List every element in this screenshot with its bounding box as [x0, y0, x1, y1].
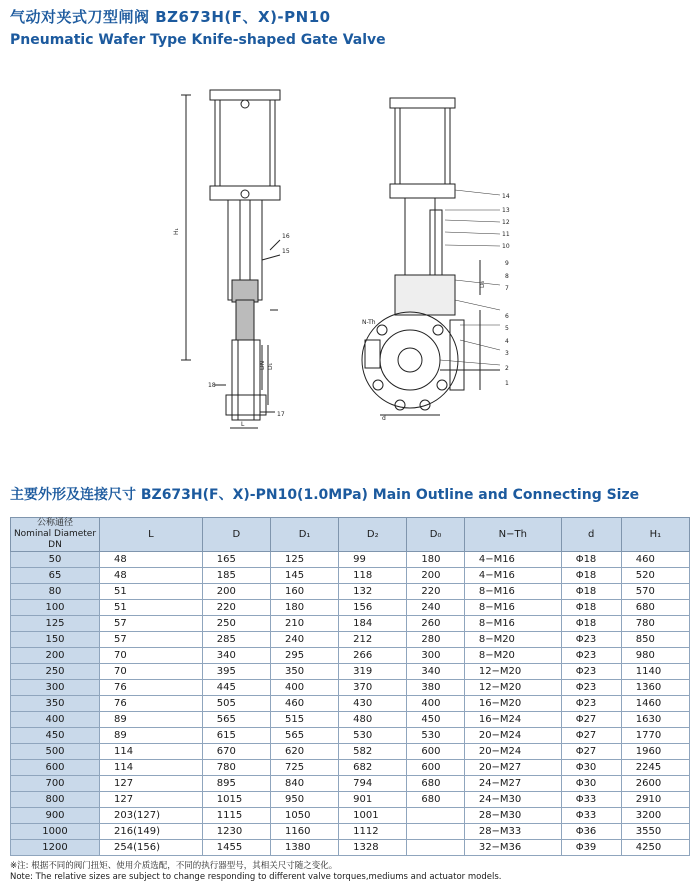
table-cell: Φ18: [561, 600, 621, 616]
table-cell: 160: [270, 584, 338, 600]
table-cell: 340: [407, 664, 464, 680]
table-cell: 127: [100, 776, 203, 792]
table-row: [11, 712, 690, 728]
table-cell: 165: [202, 552, 270, 568]
col-header-d2: D₂: [339, 518, 407, 552]
table-row: [11, 776, 690, 792]
table-cell: 1380: [270, 840, 338, 856]
table-cell: 565: [202, 712, 270, 728]
table-cell: 1112: [339, 824, 407, 840]
dn-header-en: Nominal Diameter: [13, 529, 97, 539]
part-label-3: 3: [505, 350, 509, 357]
table-cell: 901: [339, 792, 407, 808]
table-cell: 950: [270, 792, 338, 808]
table-cell: 280: [407, 632, 464, 648]
table-cell: 20−M24: [464, 728, 561, 744]
table-cell: 2910: [621, 792, 689, 808]
table-cell: 1960: [621, 744, 689, 760]
table-cell: [407, 808, 464, 824]
part-label-12: 12: [502, 219, 510, 226]
table-cell: 24−M27: [464, 776, 561, 792]
section-title: 主要外形及连接尺寸 BZ673H(F、X)-PN10(1.0MPa) Main Outline and Connecting Size: [10, 487, 640, 503]
table-cell: 89: [100, 728, 203, 744]
table-cell: 1630: [621, 712, 689, 728]
table-row: [11, 696, 690, 712]
table-cell: 780: [202, 760, 270, 776]
table-cell: 780: [621, 616, 689, 632]
table-cell: 8−M16: [464, 616, 561, 632]
table-cell: 600: [407, 760, 464, 776]
table-cell: 114: [100, 760, 203, 776]
part-label-13: 13: [502, 207, 510, 214]
table-cell: 48: [100, 552, 203, 568]
dn-cell: 100: [11, 600, 100, 616]
table-cell: 76: [100, 680, 203, 696]
table-cell: 295: [270, 648, 338, 664]
table-cell: 240: [270, 632, 338, 648]
dn-cell: 700: [11, 776, 100, 792]
part-label-16: 16: [282, 233, 290, 240]
part-label-2: 2: [505, 365, 509, 372]
dn-cell: 600: [11, 760, 100, 776]
table-cell: 20−M24: [464, 744, 561, 760]
table-cell: 1015: [202, 792, 270, 808]
table-cell: 319: [339, 664, 407, 680]
part-label-11: 11: [502, 231, 510, 238]
table-cell: 220: [202, 600, 270, 616]
table-cell: 89: [100, 712, 203, 728]
table-cell: 1230: [202, 824, 270, 840]
table-cell: Φ27: [561, 744, 621, 760]
dim-label-dn: DN: [259, 360, 266, 370]
table-cell: 1360: [621, 680, 689, 696]
table-cell: 380: [407, 680, 464, 696]
part-label-1: 1: [505, 380, 509, 387]
table-cell: 76: [100, 696, 203, 712]
table-cell: 127: [100, 792, 203, 808]
part-label-10: 10: [502, 243, 510, 250]
table-cell: 680: [407, 792, 464, 808]
table-cell: 1050: [270, 808, 338, 824]
table-cell: 8−M20: [464, 632, 561, 648]
table-cell: 118: [339, 568, 407, 584]
table-cell: 32−M36: [464, 840, 561, 856]
table-cell: Φ23: [561, 680, 621, 696]
table-cell: 132: [339, 584, 407, 600]
dn-cell: 80: [11, 584, 100, 600]
table-cell: 480: [339, 712, 407, 728]
table-cell: 180: [407, 552, 464, 568]
table-cell: 99: [339, 552, 407, 568]
table-cell: 16−M24: [464, 712, 561, 728]
table-row: [11, 568, 690, 584]
table-cell: 240: [407, 600, 464, 616]
table-cell: 1001: [339, 808, 407, 824]
table-cell: 28−M33: [464, 824, 561, 840]
table-cell: Φ36: [561, 824, 621, 840]
table-row: [11, 552, 690, 568]
table-cell: 1115: [202, 808, 270, 824]
table-cell: Φ30: [561, 760, 621, 776]
part-label-8: 8: [505, 273, 509, 280]
table-cell: 254(156): [100, 840, 203, 856]
table-cell: 156: [339, 600, 407, 616]
table-cell: 682: [339, 760, 407, 776]
table-cell: 850: [621, 632, 689, 648]
table-cell: 51: [100, 584, 203, 600]
table-cell: Φ27: [561, 728, 621, 744]
table-cell: 2245: [621, 760, 689, 776]
col-header-d1: D₁: [270, 518, 338, 552]
dim-label-d0: D₀: [479, 280, 486, 288]
table-cell: 20−M27: [464, 760, 561, 776]
table-cell: 57: [100, 616, 203, 632]
table-cell: 57: [100, 632, 203, 648]
table-cell: Φ18: [561, 552, 621, 568]
note-en: Note: The relative sizes are subject to change responding to different valve torques,mediums and actuator models.: [10, 872, 502, 882]
table-cell: 200: [407, 568, 464, 584]
table-cell: 520: [621, 568, 689, 584]
table-cell: 125: [270, 552, 338, 568]
valve-drawing: [0, 60, 700, 460]
table-cell: Φ39: [561, 840, 621, 856]
title-cn: 气动对夹式刀型闸阀 BZ673H(F、X)-PN10: [10, 8, 331, 26]
table-row: [11, 744, 690, 760]
table-cell: Φ33: [561, 792, 621, 808]
part-label-14: 14: [502, 193, 510, 200]
table-cell: 28−M30: [464, 808, 561, 824]
dn-cell: 900: [11, 808, 100, 824]
part-label-18: 18: [208, 382, 216, 389]
dn-cell: 200: [11, 648, 100, 664]
table-cell: 300: [407, 648, 464, 664]
dn-cell: 500: [11, 744, 100, 760]
title-en: Pneumatic Wafer Type Knife-shaped Gate Valve: [10, 32, 386, 48]
table-cell: 203(127): [100, 808, 203, 824]
part-label-15: 15: [282, 248, 290, 255]
table-row: [11, 664, 690, 680]
dn-cell: 400: [11, 712, 100, 728]
table-cell: 530: [339, 728, 407, 744]
table-cell: 460: [270, 696, 338, 712]
table-cell: 570: [621, 584, 689, 600]
table-cell: 395: [202, 664, 270, 680]
table-row: [11, 760, 690, 776]
table-cell: 184: [339, 616, 407, 632]
table-row: [11, 616, 690, 632]
part-label-5: 5: [505, 325, 509, 332]
table-cell: 210: [270, 616, 338, 632]
table-cell: 185: [202, 568, 270, 584]
col-header-d0: D₀: [407, 518, 464, 552]
table-cell: 12−M20: [464, 680, 561, 696]
table-cell: 1770: [621, 728, 689, 744]
table-cell: 1455: [202, 840, 270, 856]
col-header-l: L: [100, 518, 203, 552]
table-cell: 600: [407, 744, 464, 760]
table-cell: 445: [202, 680, 270, 696]
table-cell: 460: [621, 552, 689, 568]
dn-cell: 50: [11, 552, 100, 568]
dim-label-nth: N-Th: [362, 319, 376, 326]
table-cell: 400: [407, 696, 464, 712]
dn-cell: 1000: [11, 824, 100, 840]
table-cell: 1160: [270, 824, 338, 840]
table-row: [11, 680, 690, 696]
table-cell: 515: [270, 712, 338, 728]
dn-cell: 1200: [11, 840, 100, 856]
table-cell: 220: [407, 584, 464, 600]
table-cell: 3200: [621, 808, 689, 824]
table-cell: 400: [270, 680, 338, 696]
part-label-7: 7: [505, 285, 509, 292]
table-cell: 250: [202, 616, 270, 632]
table-cell: 4250: [621, 840, 689, 856]
col-header-nth: N−Th: [464, 518, 561, 552]
table-cell: 725: [270, 760, 338, 776]
table-cell: 16−M20: [464, 696, 561, 712]
dim-label-h1: H₁: [173, 228, 180, 235]
table-cell: 450: [407, 712, 464, 728]
table-cell: 370: [339, 680, 407, 696]
table-cell: 620: [270, 744, 338, 760]
table-cell: 1140: [621, 664, 689, 680]
col-header-d: D: [202, 518, 270, 552]
table-cell: 4−M16: [464, 552, 561, 568]
table-cell: Φ23: [561, 664, 621, 680]
table-cell: 70: [100, 664, 203, 680]
col-header-bolt-d: d: [561, 518, 621, 552]
table-cell: [407, 824, 464, 840]
table-cell: 582: [339, 744, 407, 760]
table-cell: 840: [270, 776, 338, 792]
table-row: [11, 648, 690, 664]
table-cell: 212: [339, 632, 407, 648]
dn-header: [11, 518, 100, 552]
table-cell: 200: [202, 584, 270, 600]
table-cell: 505: [202, 696, 270, 712]
table-cell: 266: [339, 648, 407, 664]
table-cell: Φ33: [561, 808, 621, 824]
table-cell: 565: [270, 728, 338, 744]
dn-header-cn: 公称通径: [36, 518, 73, 528]
dim-label-l: L: [241, 421, 245, 428]
table-cell: 145: [270, 568, 338, 584]
dn-cell: 125: [11, 616, 100, 632]
table-cell: 285: [202, 632, 270, 648]
table-cell: 70: [100, 648, 203, 664]
table-cell: 48: [100, 568, 203, 584]
table-cell: Φ18: [561, 584, 621, 600]
table-cell: [407, 840, 464, 856]
table-row: [11, 632, 690, 648]
table-cell: Φ23: [561, 632, 621, 648]
dn-header-dn: DN: [48, 540, 62, 550]
dn-cell: 450: [11, 728, 100, 744]
table-cell: 260: [407, 616, 464, 632]
table-cell: 51: [100, 600, 203, 616]
table-cell: 3550: [621, 824, 689, 840]
table-cell: 1328: [339, 840, 407, 856]
dn-cell: 800: [11, 792, 100, 808]
table-cell: 794: [339, 776, 407, 792]
table-cell: 340: [202, 648, 270, 664]
table-header-row: [11, 518, 690, 552]
table-cell: 8−M16: [464, 584, 561, 600]
table-cell: 350: [270, 664, 338, 680]
table-cell: 670: [202, 744, 270, 760]
table-row: [11, 840, 690, 856]
table-cell: Φ23: [561, 648, 621, 664]
table-cell: Φ18: [561, 616, 621, 632]
table-row: [11, 792, 690, 808]
dn-cell: 350: [11, 696, 100, 712]
table-cell: 216(149): [100, 824, 203, 840]
part-label-17: 17: [277, 411, 285, 418]
table-cell: 24−M30: [464, 792, 561, 808]
spec-table: [10, 517, 690, 856]
table-row: [11, 728, 690, 744]
table-cell: Φ23: [561, 696, 621, 712]
table-cell: 530: [407, 728, 464, 744]
dim-label-d1: D₁: [267, 362, 274, 370]
dn-cell: 65: [11, 568, 100, 584]
table-row: [11, 600, 690, 616]
table-cell: 12−M20: [464, 664, 561, 680]
table-cell: 1460: [621, 696, 689, 712]
table-cell: 895: [202, 776, 270, 792]
dn-cell: 150: [11, 632, 100, 648]
table-cell: 180: [270, 600, 338, 616]
part-label-9: 9: [505, 260, 509, 267]
table-row: [11, 824, 690, 840]
dn-cell: 300: [11, 680, 100, 696]
table-cell: 680: [621, 600, 689, 616]
dn-cell: 250: [11, 664, 100, 680]
table-cell: 4−M16: [464, 568, 561, 584]
table-cell: 2600: [621, 776, 689, 792]
part-label-6: 6: [505, 313, 509, 320]
table-cell: Φ18: [561, 568, 621, 584]
table-cell: 980: [621, 648, 689, 664]
note-cn: ※注: 根据不同的阀门扭矩、使用介质选配，不同的执行器型号，其相关尺寸随之变化。: [10, 861, 338, 871]
col-header-h1: H₁: [621, 518, 689, 552]
table-cell: 615: [202, 728, 270, 744]
table-cell: 430: [339, 696, 407, 712]
table-row: [11, 584, 690, 600]
table-cell: 114: [100, 744, 203, 760]
part-label-4: 4: [505, 338, 509, 345]
table-cell: Φ30: [561, 776, 621, 792]
table-cell: 8−M16: [464, 600, 561, 616]
table-cell: 680: [407, 776, 464, 792]
table-row: [11, 808, 690, 824]
dim-label-d: d: [382, 415, 386, 422]
table-cell: Φ27: [561, 712, 621, 728]
table-cell: 8−M20: [464, 648, 561, 664]
